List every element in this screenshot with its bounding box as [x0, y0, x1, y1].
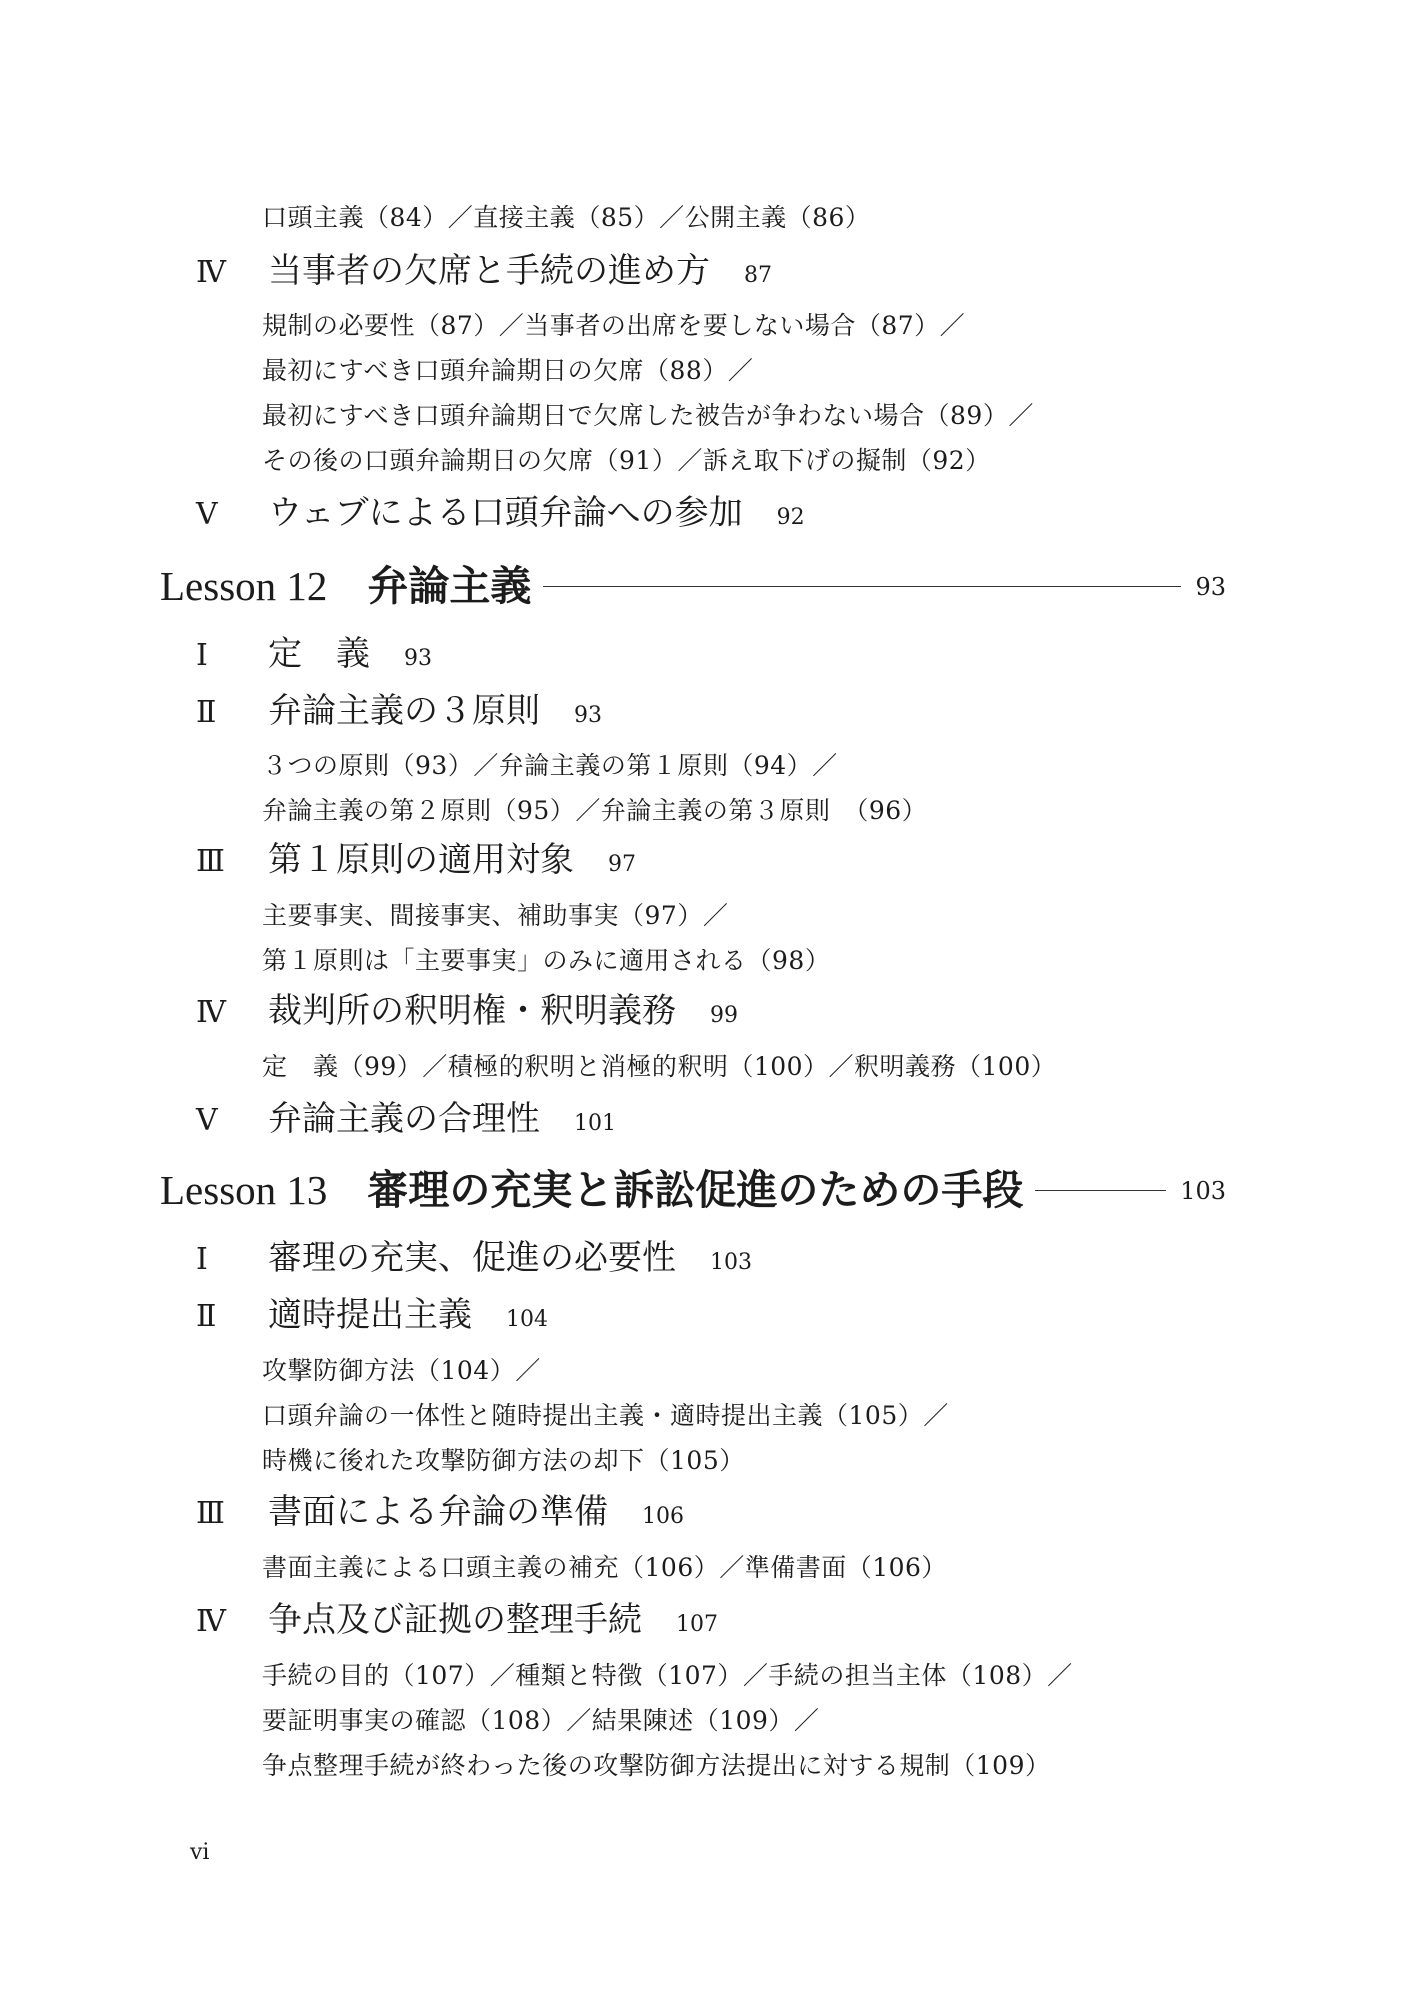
section-title: 弁論主義の合理性 — [268, 1099, 540, 1139]
section-page: 104 — [506, 1307, 548, 1332]
section-title: 第１原則の適用対象 — [268, 840, 574, 880]
section-number: Ⅳ — [196, 1604, 226, 1639]
toc-subentries: 規制の必要性（87）／当事者の出席を要しない場合（87）／ — [262, 311, 966, 340]
section-number: Ⅴ — [196, 1103, 218, 1138]
toc-subentries: 弁論主義の第２原則（95）／弁論主義の第３原則 （96） — [262, 796, 928, 825]
toc-section — [196, 1099, 616, 1139]
section-number: Ⅱ — [196, 695, 217, 730]
section-number: Ⅳ — [196, 995, 226, 1030]
toc-subentries: その後の口頭弁論期日の欠席（91）／訴え取下げの擬制（92） — [262, 446, 991, 475]
section-page: 93 — [404, 646, 432, 671]
leader-rule — [1035, 1190, 1166, 1191]
toc-subentries: 最初にすべき口頭弁論期日の欠席（88）／ — [262, 356, 754, 385]
section-page: 87 — [744, 263, 772, 288]
lesson-title: 弁論主義 — [367, 562, 532, 610]
page-folio: vi — [190, 1840, 210, 1865]
section-title: 裁判所の釈明権・釈明義務 — [268, 991, 676, 1031]
toc-subentries: 争点整理手続が終わった後の攻撃防御方法提出に対する規制（109） — [262, 1751, 1051, 1780]
toc-subentries: 攻撃防御方法（104）／ — [262, 1356, 541, 1385]
section-page: 107 — [676, 1612, 718, 1637]
toc-section — [196, 493, 805, 533]
lesson-heading — [160, 1166, 1226, 1214]
section-title: 適時提出主義 — [268, 1295, 472, 1335]
section-title: 争点及び証拠の整理手続 — [268, 1600, 642, 1640]
toc-section — [196, 991, 738, 1031]
section-number: Ⅳ — [196, 255, 226, 290]
toc-subentries: 手続の目的（107）／種類と特徴（107）／手続の担当主体（108）／ — [262, 1661, 1073, 1690]
toc-subentries: 書面主義による口頭主義の補充（106）／準備書面（106） — [262, 1553, 947, 1582]
leader-rule — [543, 586, 1181, 587]
toc-section — [196, 1600, 718, 1640]
toc-subentries: 要証明事実の確認（108）／結果陳述（109）／ — [262, 1706, 820, 1735]
toc-section — [196, 634, 432, 674]
section-page: 93 — [574, 703, 602, 728]
section-number: Ⅲ — [196, 1496, 225, 1531]
toc-section — [196, 1492, 684, 1532]
section-number: Ⅰ — [196, 1242, 208, 1277]
toc-subentries: 時機に後れた攻撃防御方法の却下（105） — [262, 1446, 745, 1475]
section-title: ウェブによる口頭弁論への参加 — [268, 493, 743, 533]
section-page: 99 — [710, 1003, 738, 1028]
section-title: 書面による弁論の準備 — [268, 1492, 608, 1532]
section-page: 101 — [574, 1111, 616, 1136]
toc-subentries: 口頭弁論の一体性と随時提出主義・適時提出主義（105）／ — [262, 1401, 949, 1430]
toc-subentries: 最初にすべき口頭弁論期日で欠席した被告が争わない場合（89）／ — [262, 401, 1034, 430]
toc-subentries: 第１原則は「主要事実」のみに適用される（98） — [262, 946, 831, 975]
lesson-label: Lesson 12 — [160, 563, 328, 609]
lesson-heading — [160, 562, 1226, 610]
section-title: 定 義 — [268, 634, 370, 674]
section-title: 当事者の欠席と手続の進め方 — [268, 251, 710, 291]
lesson-label: Lesson 13 — [160, 1167, 328, 1213]
section-number: Ⅴ — [196, 497, 218, 532]
lesson-page: 93 — [1195, 572, 1226, 601]
toc-section — [196, 840, 636, 880]
toc-subentries: ３つの原則（93）／弁論主義の第１原則（94）／ — [262, 751, 838, 780]
toc-section — [196, 1295, 548, 1335]
toc-section — [196, 691, 602, 731]
toc-subentries: 口頭主義（84）／直接主義（85）／公開主義（86） — [262, 203, 871, 232]
lesson-page: 103 — [1180, 1176, 1226, 1205]
toc-subentries: 定 義（99）／積極的釈明と消極的釈明（100）／釈明義務（100） — [262, 1052, 1057, 1081]
section-number: Ⅱ — [196, 1299, 217, 1334]
section-number: Ⅰ — [196, 638, 208, 673]
section-page: 97 — [608, 852, 636, 877]
toc-section — [196, 1238, 752, 1278]
section-title: 弁論主義の３原則 — [268, 691, 540, 731]
section-page: 103 — [710, 1250, 752, 1275]
toc-section — [196, 251, 772, 291]
toc-subentries: 主要事実、間接事実、補助事実（97）／ — [262, 901, 729, 930]
section-title: 審理の充実、促進の必要性 — [268, 1238, 676, 1278]
lesson-title: 審理の充実と訴訟促進のための手段 — [367, 1166, 1024, 1214]
section-page: 106 — [642, 1504, 684, 1529]
section-number: Ⅲ — [196, 844, 225, 879]
section-page: 92 — [776, 505, 805, 530]
